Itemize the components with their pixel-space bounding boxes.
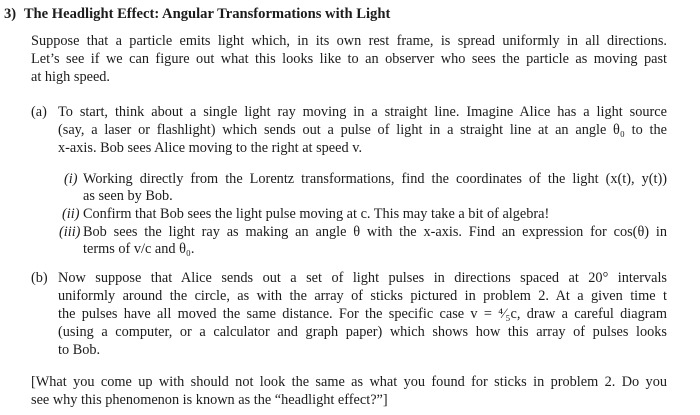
problem-heading — [4, 6, 390, 24]
subpart-ii-line-1: Confirm that Bob sees the light pulse moving at c. This may take a bit of algebra! — [83, 206, 550, 222]
subpart-ii-label: (ii) — [62, 206, 80, 222]
part-a-line-3: x-axis. Bob sees Alice moving to the right at speed v. — [58, 140, 363, 156]
part-a-label: (a) — [31, 104, 47, 120]
subpart-i-line-1: Working directly from the Lorentz transformations, find the coordinates of the light (x(t), y(t)) — [83, 171, 667, 187]
problem-title: The Headlight Effect: Angular Transformations with Light — [23, 6, 391, 22]
subpart-iii-label: (iii) — [59, 224, 81, 240]
subpart-iii-line-1: Bob sees the light ray as making an angle θ with the x-axis. Find an expression for cos(θ) in — [83, 224, 667, 240]
problem-number: 3) — [4, 6, 17, 22]
part-b-line-5: to Bob. — [58, 342, 101, 358]
part-a-line-1: To start, think about a single light ray moving in a straight line. Imagine Alice has a light source — [58, 104, 667, 120]
intro-line-3: at high speed. — [31, 69, 111, 85]
closing-line-1: [What you come up with should not look the same as what you found for sticks in problem 2. Do you — [31, 374, 667, 390]
intro-line-1: Suppose that a particle emits light which, in its own rest frame, is spread uniformly in all directions. — [31, 33, 667, 49]
subpart-i-label: (i) — [64, 171, 78, 187]
subpart-i-line-2: as seen by Bob. — [83, 188, 173, 204]
closing-line-2: see why this phenomenon is known as the “headlight effect?”] — [31, 392, 388, 408]
part-b-line-3: the pulses have all moved the same distance. For the specific case v = ⁴⁄₅c, draw a careful diagram — [58, 306, 667, 322]
part-a-line-2: (say, a laser or flashlight) which sends out a pulse of light in a straight line at an angle θ₀ to the — [58, 122, 667, 138]
part-b-label: (b) — [31, 270, 48, 286]
intro-line-2: Let’s see if we can figure out what this looks like to an observer who sees the particle as moving past — [31, 51, 667, 67]
subpart-iii-line-2: terms of v/c and θ₀. — [83, 241, 195, 257]
part-b-line-2: uniformly around the circle, as with the array of sticks pictured in problem 2. At a given time t — [58, 288, 667, 304]
part-b-line-4: (using a computer, or a calculator and graph paper) which shows how this array of pulses looks — [58, 324, 667, 340]
part-b-line-1: Now suppose that Alice sends out a set of light pulses in directions spaced at 20° intervals — [58, 270, 667, 286]
